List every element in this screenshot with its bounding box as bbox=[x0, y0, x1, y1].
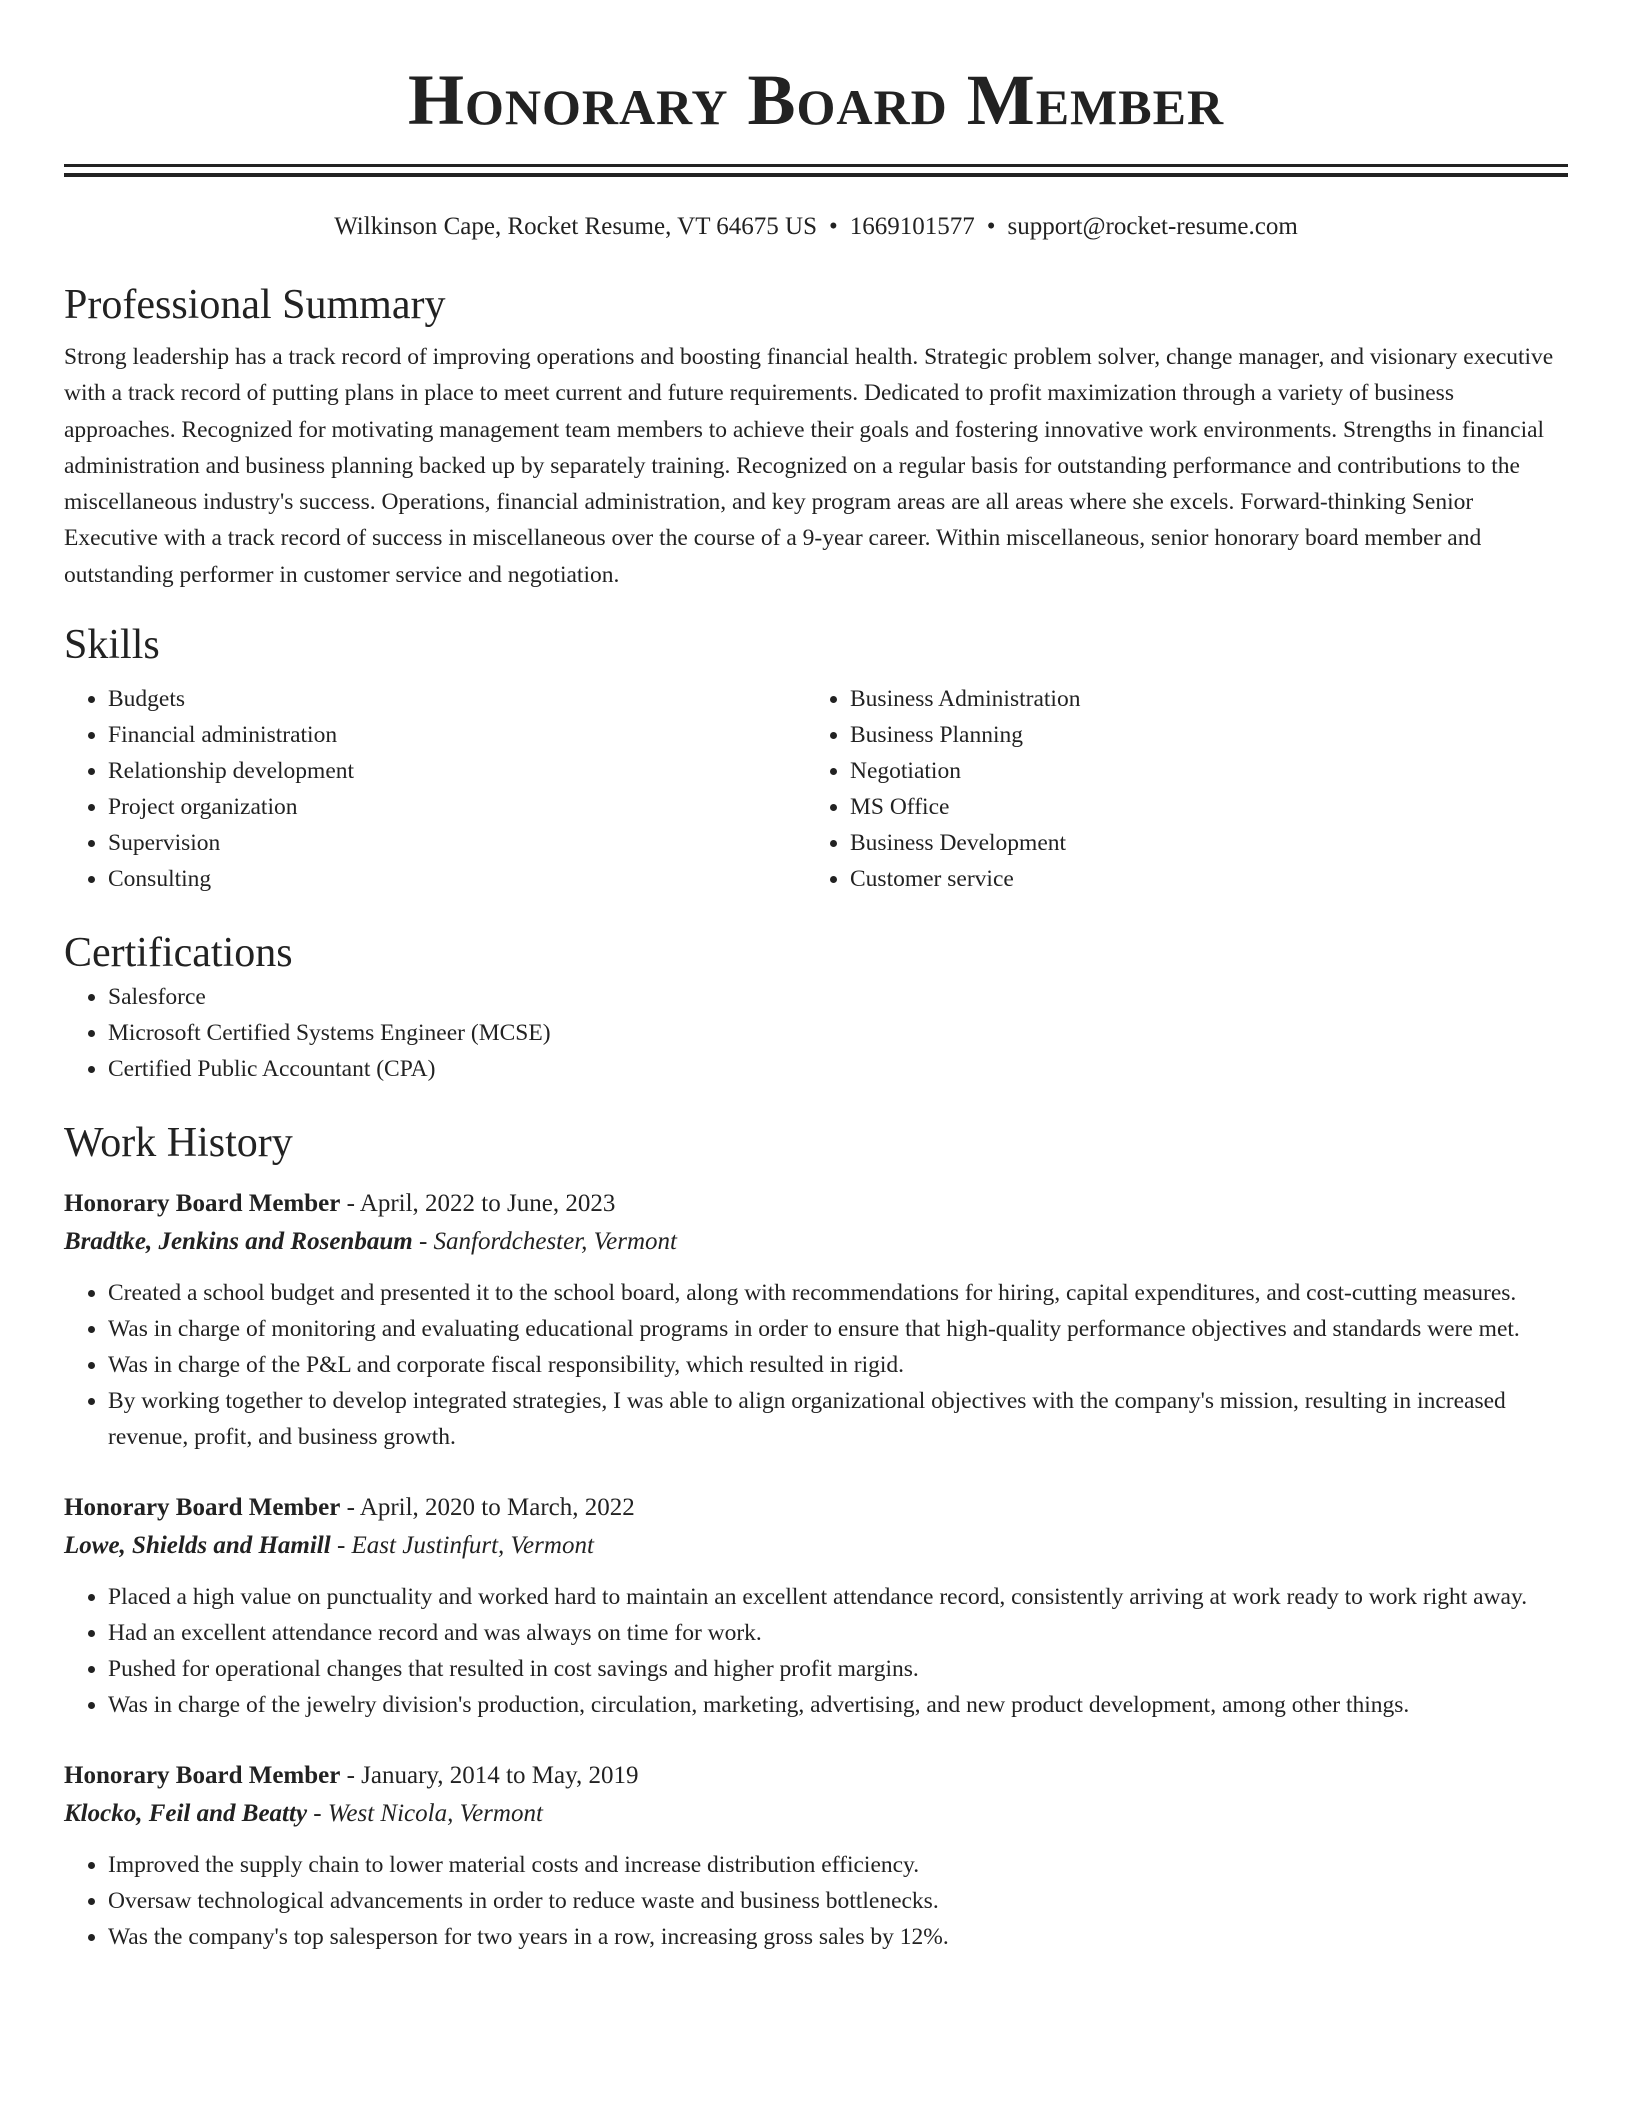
certifications-list bbox=[64, 979, 1568, 1087]
job-location: - West Nicola, Vermont bbox=[307, 1800, 543, 1828]
summary-text: Strong leadership has a track record of improving operations and boosting financial health. Strategic problem solver, change manager, and visionary executive with a track record of putting plans in place to meet current and future requirements. Dedicated to profit maximization through a variety of business approaches. Recognized for motivating management team members to achieve their goals and fostering innovative work environments. Strengths in financial administration and business planning backed up by separately training. Recognized on a regular basis for outstanding performance and contributions to the miscellaneous industry's success. Operations, financial administration, and key program areas are all areas where she excels. Forward-thinking Senior Executive with a track record of success in miscellaneous over the course of a 9-year career. Within miscellaneous, senior honorary board member and outstanding performer in customer service and negotiation. bbox=[64, 344, 1554, 588]
skill-item: • Financial administration bbox=[108, 717, 806, 753]
job-title-line bbox=[64, 1757, 1568, 1795]
contact-phone: 1669101577 bbox=[849, 213, 975, 240]
job-entry bbox=[64, 1185, 1568, 1455]
job-company-line bbox=[64, 1795, 1568, 1833]
job-title-line bbox=[64, 1185, 1568, 1223]
skill-item: • Consulting bbox=[108, 861, 806, 897]
job-title: Honorary Board Member bbox=[64, 1494, 341, 1522]
job-dates: - April, 2022 to June, 2023 bbox=[340, 1190, 616, 1218]
skill-item: • Business Administration bbox=[850, 681, 1548, 717]
title-divider-top bbox=[64, 164, 1568, 167]
job-company: Bradtke, Jenkins and Rosenbaum bbox=[64, 1228, 413, 1256]
contact-address: Wilkinson Cape, Rocket Resume, VT 64675 US bbox=[334, 213, 817, 240]
job-company-line bbox=[64, 1223, 1568, 1261]
job-dates: - April, 2020 to March, 2022 bbox=[340, 1494, 635, 1522]
work-history-heading: Work History bbox=[64, 1120, 293, 1167]
certification-item: • Microsoft Certified Systems Engineer (MCSE) bbox=[108, 1015, 1568, 1051]
job-title-line bbox=[64, 1489, 1568, 1527]
job-bullets bbox=[64, 1579, 1568, 1723]
certification-item: • Certified Public Accountant (CPA) bbox=[108, 1051, 1568, 1087]
job-location: - Sanfordchester, Vermont bbox=[412, 1228, 678, 1256]
job-bullet: • Was in charge of the jewelry division's production, circulation, marketing, advertising, and new product development, among other things. bbox=[108, 1687, 1568, 1723]
skill-item: • Customer service bbox=[850, 861, 1548, 897]
contact-separator: • bbox=[828, 213, 838, 240]
job-bullet: • Was in charge of monitoring and evaluating educational programs in order to ensure that high-quality performance objectives and standards were met. bbox=[108, 1311, 1568, 1347]
job-entry bbox=[64, 1757, 1568, 1955]
certifications-heading: Certifications bbox=[64, 930, 293, 977]
skill-item: • Negotiation bbox=[850, 753, 1548, 789]
job-bullet: • Pushed for operational changes that resulted in cost savings and higher profit margins. bbox=[108, 1651, 1568, 1687]
skills-list bbox=[64, 681, 1568, 897]
skill-item: • Budgets bbox=[108, 681, 806, 717]
contact-email: support@rocket-resume.com bbox=[1007, 213, 1298, 240]
contact-info bbox=[64, 211, 1568, 243]
job-title: Honorary Board Member bbox=[64, 1762, 341, 1790]
job-bullet: • Improved the supply chain to lower material costs and increase distribution efficiency. bbox=[108, 1847, 1568, 1883]
contact-separator: • bbox=[986, 213, 996, 240]
skill-item: • Business Development bbox=[850, 825, 1548, 861]
skills-heading: Skills bbox=[64, 622, 160, 669]
summary-heading: Professional Summary bbox=[64, 282, 446, 328]
skill-item: • Business Planning bbox=[850, 717, 1548, 753]
job-company: Lowe, Shields and Hamill bbox=[64, 1532, 331, 1560]
skill-item: • Project organization bbox=[108, 789, 806, 825]
job-bullet: • Oversaw technological advancements in order to reduce waste and business bottlenecks. bbox=[108, 1883, 1568, 1919]
job-entry bbox=[64, 1489, 1568, 1723]
job-company: Klocko, Feil and Beatty bbox=[64, 1800, 308, 1828]
resume-page bbox=[64, 0, 1568, 1955]
job-bullet: • Placed a high value on punctuality and worked hard to maintain an excellent attendance record, consistently arriving at work ready to work right away. bbox=[108, 1579, 1568, 1615]
job-bullet: • Was the company's top salesperson for two years in a row, increasing gross sales by 12%. bbox=[108, 1919, 1568, 1955]
resume-title: Honorary Board Member bbox=[407, 60, 1225, 140]
skills-column-left bbox=[64, 681, 806, 897]
skill-item: • MS Office bbox=[850, 789, 1548, 825]
job-bullets bbox=[64, 1847, 1568, 1955]
job-location: - East Justinfurt, Vermont bbox=[330, 1532, 594, 1560]
job-bullets bbox=[64, 1275, 1568, 1455]
title-divider-bottom bbox=[64, 173, 1568, 177]
job-bullet: • By working together to develop integrated strategies, I was able to align organizational objectives with the company's mission, resulting in increased revenue, profit, and business growth. bbox=[108, 1383, 1568, 1455]
job-company-line bbox=[64, 1527, 1568, 1565]
job-bullet: • Created a school budget and presented it to the school board, along with recommendations for hiring, capital expenditures, and cost-cutting measures. bbox=[108, 1275, 1568, 1311]
job-bullet: • Was in charge of the P&L and corporate fiscal responsibility, which resulted in rigid. bbox=[108, 1347, 1568, 1383]
job-bullet: • Had an excellent attendance record and was always on time for work. bbox=[108, 1615, 1568, 1651]
skill-item: • Supervision bbox=[108, 825, 806, 861]
job-title: Honorary Board Member bbox=[64, 1190, 341, 1218]
certification-item: • Salesforce bbox=[108, 979, 1568, 1015]
job-dates: - January, 2014 to May, 2019 bbox=[340, 1762, 639, 1790]
skill-item: • Relationship development bbox=[108, 753, 806, 789]
skills-column-right bbox=[806, 681, 1548, 897]
